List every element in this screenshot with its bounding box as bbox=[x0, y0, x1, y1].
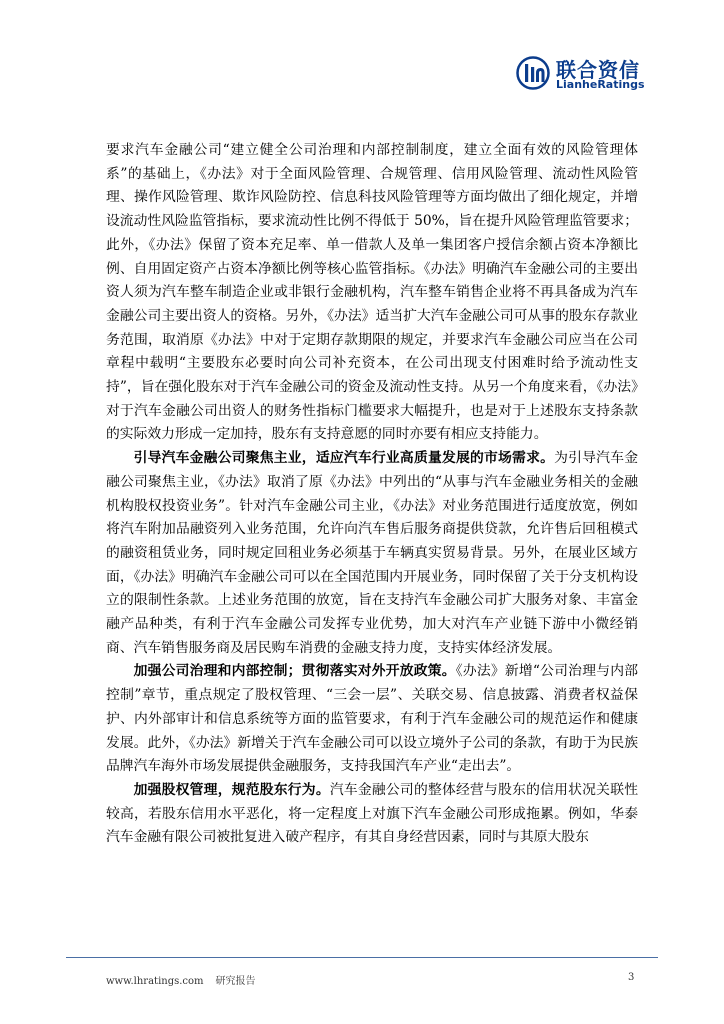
footer-divider bbox=[66, 957, 658, 958]
page-number: 3 bbox=[628, 972, 635, 983]
paragraph-2-heading: 引导汽车金融公司聚焦主业，适应汽车行业高质量发展的市场需求。 bbox=[133, 450, 555, 467]
footer-website-link[interactable]: www.lhratings.com bbox=[106, 976, 204, 987]
paragraph-3-text: 《办法》新增“公司治理与内部控制”章节，重点规定了股权管理、“三会一层”、关联交易、信息披露、消费者权益保护、内外部审计和信息系统等方面的监管要求，有利于汽车金融公司的规范运作和健康发展。此外，《办法》新增关于汽车金融公司可以设立境外子公司的条款，有助于为民族品牌汽车海外市场发展提供金融服务，支持我国汽车产业“走出去”。 bbox=[106, 663, 639, 775]
logo-chinese-name: 联合资信 bbox=[556, 58, 640, 82]
lianhe-ratings-logo bbox=[516, 56, 686, 92]
paragraph-3 bbox=[106, 660, 638, 779]
paragraph-4-heading: 加强股权管理，规范股东行为。 bbox=[133, 781, 330, 798]
footer-report-type: 研究报告 bbox=[215, 976, 256, 987]
logo-english-name: LianheRatings bbox=[556, 78, 645, 91]
paragraph-4-text: 汽车金融公司的整体经营与股东的信用状况关联性较高，若股东信用水平恶化，将一定程度上对旗下汽车金融公司形成拖累。例如，华泰汽车金融有限公司被批复进入破产程序，有其自身经营因素，同时与其原大股东 bbox=[106, 781, 639, 846]
report-body bbox=[106, 139, 638, 850]
paragraph-1-text: 要求汽车金融公司“建立健全公司治理和内部控制制度，建立全面有效的风险管理体系”的基础上，《办法》对于全面风险管理、合规管理、信用风险管理、流动性风险管理、操作风险管理、欺诈风险防控、信息科技风险管理等方面均做出了细化规定，并增设流动性风险监管指标，要求流动性比例不得低于 50%，旨在提升风险管理监管要求；此外，《办法》保留了资本充足率、单一借款人及单一集团客户授信余额占资本净额比例、自用固定资产占资本净额比例等核心监管指标。《办法》明确汽车金融公司的主要出资人须为汽车整车制造企业或非银行金融机构，汽车整车销售企业将不再具备成为汽车金融公司主要出资人的资格。另外，《办法》适当扩大汽车金融公司可从事的股东存款业务范围，取消原《办法》中对于定期存款期限的规定，并要求汽车金融公司应当在公司章程中载明“主要股东必要时向公司补充资本，在公司出现支付困难时给予流动性支持”，旨在强化股东对于汽车金融公司的资金及流动性支持。从另一个角度来看，《办法》对于汽车金融公司出资人的财务性指标门槛要求大幅提升，也是对于上述股东支持条款的实际效力形成一定加持，股东有支持意愿的同时亦要有相应支持能力。 bbox=[106, 142, 638, 443]
paragraph-2 bbox=[106, 447, 638, 660]
footer-info bbox=[106, 972, 256, 987]
paragraph-1 bbox=[106, 139, 638, 447]
paragraph-4 bbox=[106, 779, 638, 850]
paragraph-3-heading: 加强公司治理和内部控制；贯彻落实对外开放政策。 bbox=[133, 663, 456, 680]
lianhe-logo-icon bbox=[516, 56, 550, 90]
paragraph-2-text: 为引导汽车金融公司聚焦主业，《办法》取消了原《办法》中列出的“从事与汽车金融业务相关的金融机构股权投资业务”。针对汽车金融公司主业，《办法》对业务范围进行适度放宽，例如将汽车附加品融资列入业务范围，允许向汽车售后服务商提供贷款，允许售后回租模式的融资租赁业务，同时规定回租业务必须基于车辆真实贸易背景。另外，在展业区域方面，《办法》明确汽车金融公司可以在全国范围内开展业务，同时保留了关于分支机构设立的限制性条款。上述业务范围的放宽，旨在支持汽车金融公司扩大服务对象、丰富金融产品种类，有利于汽车金融公司发挥专业优势，加大对汽车产业链下游中小微经销商、汽车销售服务商及居民购车消费的金融支持力度，支持实体经济发展。 bbox=[106, 450, 639, 656]
